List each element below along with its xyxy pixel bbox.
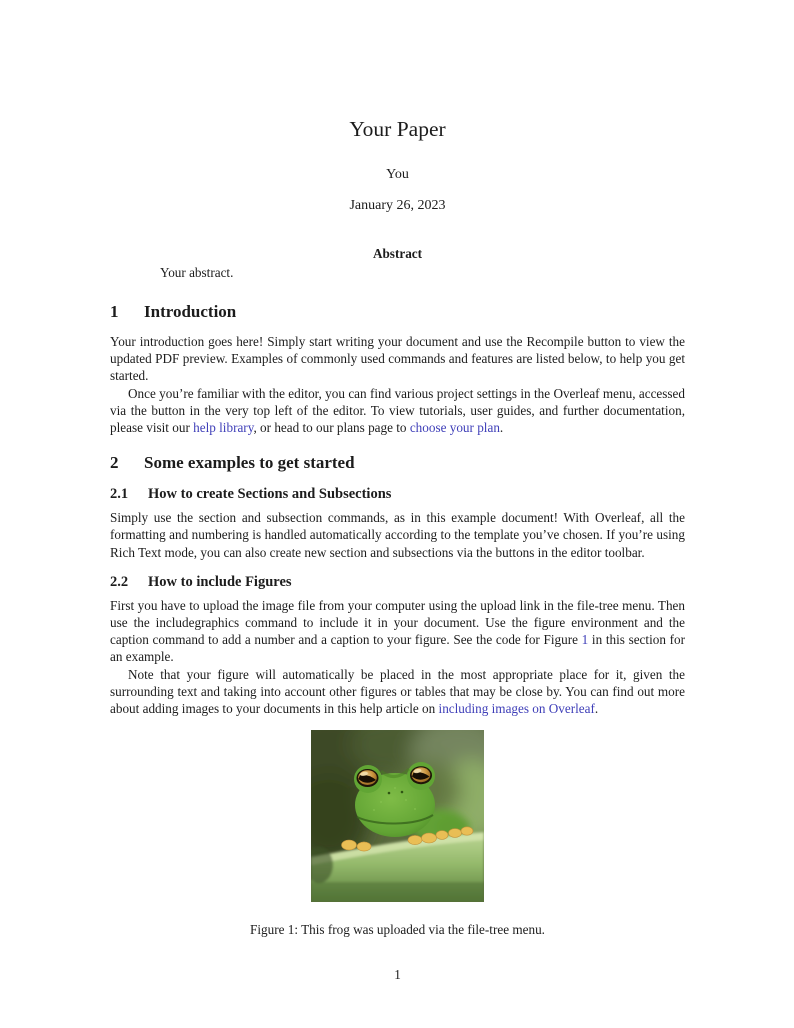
- figures-paragraph-1: [110, 597, 685, 666]
- section-1-title: Introduction: [144, 302, 237, 321]
- intro-p2-text-2: , or head to our plans page to: [253, 420, 410, 436]
- sections-paragraph: Simply use the section and subsection commands, as in this example document! With Overleaf, all the formatting and numbering is handled automatically according to the template you’ve chosen. If you’re using Rich Text mode, you can also create new section and subsections via the buttons in the editor toolbar.: [110, 510, 685, 560]
- figures-paragraph-2: [110, 666, 685, 718]
- section-2-title: Some examples to get started: [144, 453, 355, 473]
- subsection-2-1-heading: [110, 485, 685, 503]
- figure-1-caption: Figure 1: This frog was uploaded via the file-tree menu.: [250, 922, 545, 938]
- figures-p2-text-2: .: [594, 701, 599, 717]
- section-1-heading: [110, 301, 685, 322]
- paper-title: Your Paper: [349, 117, 446, 141]
- subsection-2-1-title: How to create Sections and Subsections: [148, 486, 392, 503]
- intro-p2-text-1: Once you’re familiar with the editor, you can find various project settings in the Overleaf menu, accessed via the button in the very top left of the editor. To view tutorials, user guides, and further documentation, please visit our: [110, 385, 685, 436]
- paper-date: January 26, 2023: [349, 198, 446, 213]
- page-number: 1: [394, 967, 401, 983]
- frog-photo: [311, 730, 484, 902]
- figure-1-ref-link[interactable]: 1: [581, 632, 589, 648]
- subsection-2-2-title: How to include Figures: [148, 573, 292, 590]
- section-2-number: 2: [110, 453, 119, 473]
- figure-1: [110, 730, 685, 907]
- intro-p2-text-3: .: [499, 420, 504, 436]
- subsection-2-2-number: 2.2: [110, 573, 129, 590]
- help-library-link[interactable]: help library: [193, 420, 254, 436]
- including-images-link[interactable]: including images on Overleaf: [438, 701, 595, 717]
- section-2-heading: [110, 452, 685, 473]
- figures-p2-text-1: Note that your figure will automatically be placed in the most appropriate place for it, given the surrounding text and taking into account other figures or tables that may be close by. You can find out more about adding images to your documents in this help article on: [110, 666, 685, 717]
- choose-your-plan-link[interactable]: choose your plan: [409, 420, 500, 436]
- abstract-heading: Abstract: [372, 246, 423, 261]
- intro-paragraph-2: [110, 385, 685, 437]
- section-1-number: 1: [110, 302, 119, 321]
- figures-p1-text-2: in this section for an example.: [110, 632, 685, 665]
- intro-paragraph-1: Your introduction goes here! Simply start writing your document and use the Recompile button to view the updated PDF preview. Examples of commonly used commands and features are listed below, to help you get started.: [110, 334, 685, 384]
- paper-author: You: [386, 167, 409, 182]
- subsection-2-1-number: 2.1: [110, 486, 129, 503]
- subsection-2-2-heading: [110, 573, 685, 591]
- figures-p1-text-1: First you have to upload the image file from your computer using the upload link in the file-tree menu. Then use the includegraphics command to include it in your document. Use the figure environment and the caption command to add a number and a caption to your figure. See the code for Figure: [110, 597, 685, 648]
- abstract-body: Your abstract.: [160, 265, 234, 280]
